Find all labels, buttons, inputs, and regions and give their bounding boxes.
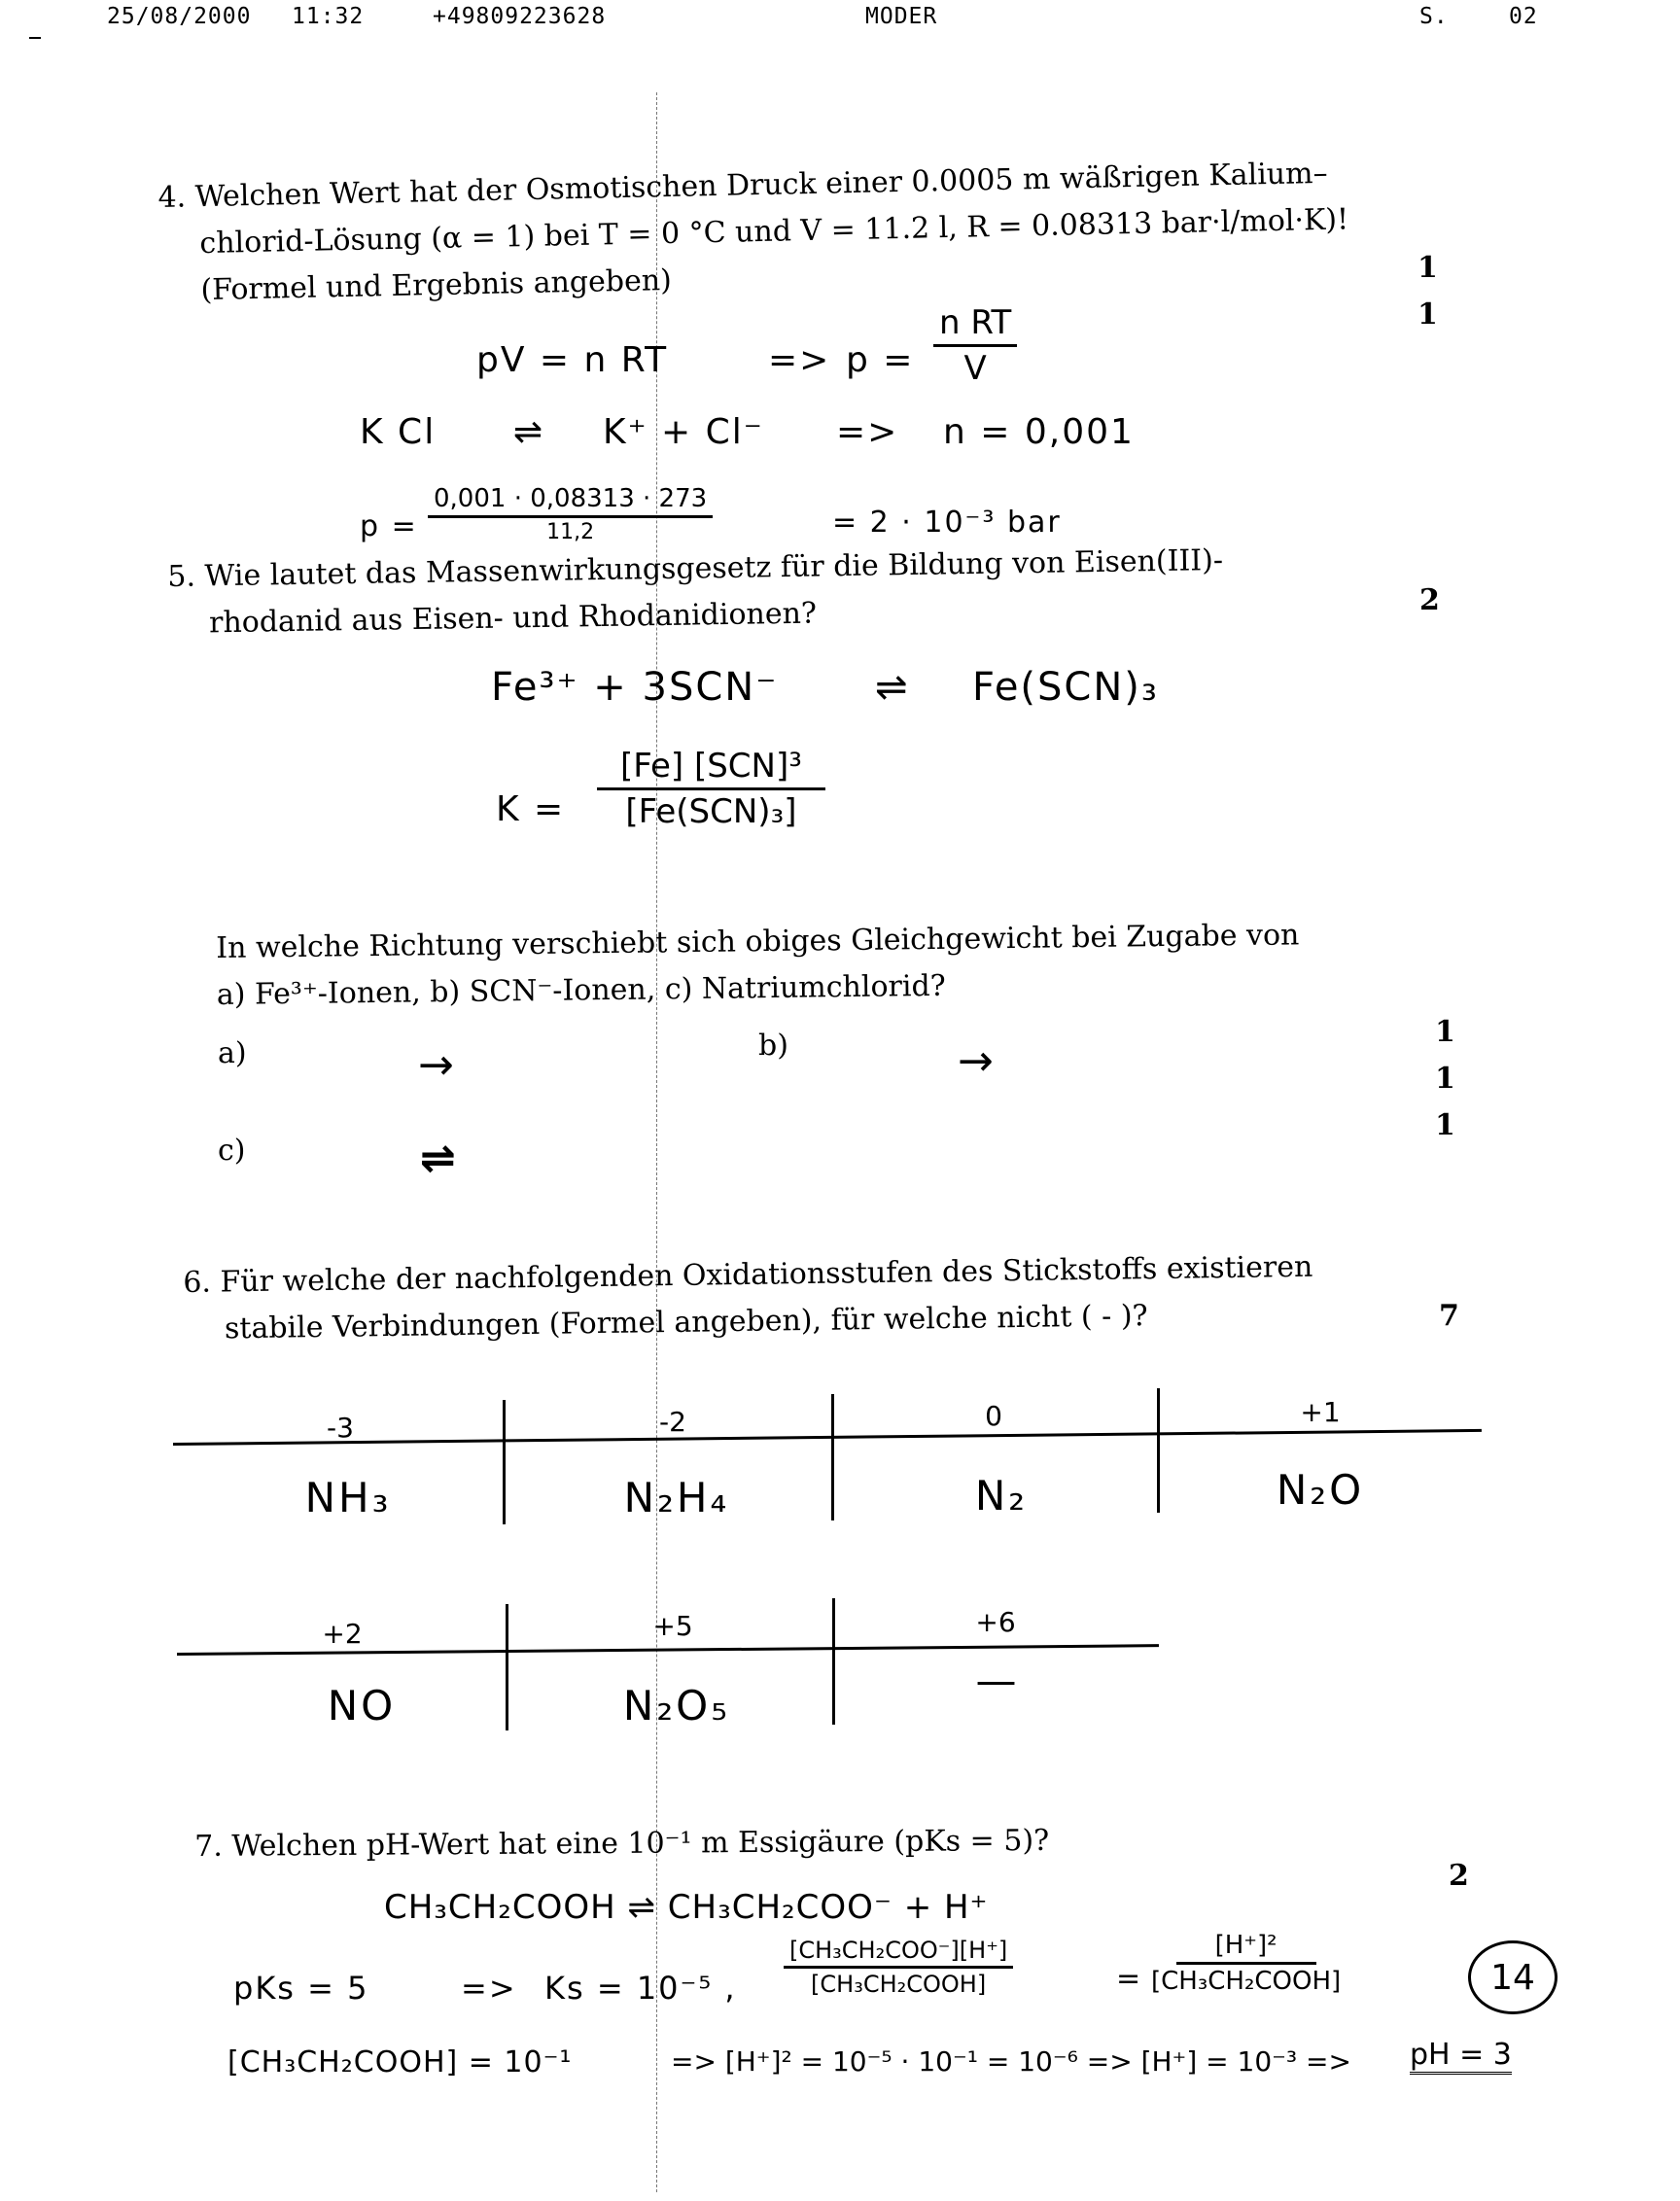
q5-text-line1: Wie lautet das Massenwirkungsgesetz für die Bildung von Eisen(III)- bbox=[204, 542, 1224, 594]
q4-text-line3: (Formel und Ergebnis angeben) bbox=[200, 262, 673, 308]
q5-answer-b-label: b) bbox=[758, 1029, 788, 1063]
nitrogen-compound: N₂H₄ bbox=[623, 1474, 730, 1521]
q5-product: Fe(SCN)₃ bbox=[972, 665, 1159, 710]
q5-sub-points-2: 1 bbox=[1435, 1062, 1455, 1096]
q7-simplified-denominator: [CH₃CH₂COOH] bbox=[1151, 1967, 1342, 1996]
q5-mass-action-law bbox=[597, 747, 825, 831]
fax-page-number: 02 bbox=[1509, 4, 1538, 29]
q4-calc-numerator: 0,001 · 0,08313 · 273 bbox=[428, 484, 713, 518]
nitrogen-compound: NH₃ bbox=[304, 1474, 392, 1521]
q7-ks-expression bbox=[784, 1937, 1013, 1998]
fax-date: 25/08/2000 bbox=[107, 4, 252, 29]
nitrogen-compound: NO bbox=[327, 1682, 397, 1729]
q7-arrow: => bbox=[461, 1970, 517, 2007]
q7-points: 2 bbox=[1449, 1859, 1469, 1893]
total-score-badge: 14 bbox=[1468, 1940, 1558, 2014]
q5-equilibrium-arrow: ⇌ bbox=[875, 665, 910, 710]
q5-sub-text-line1: In welche Richtung verschiebt sich obiges Gleichgewicht bei Zugabe von bbox=[216, 918, 1300, 965]
question-5-sub bbox=[216, 912, 1300, 1019]
q4-points-2: 1 bbox=[1418, 297, 1438, 332]
q6-points: 7 bbox=[1439, 1299, 1459, 1333]
oxidation-state: +5 bbox=[652, 1610, 693, 1642]
q5-sub-text-line2: a) Fe³⁺-Ionen, b) SCN⁻-Ionen, c) Natriumchlorid? bbox=[216, 968, 946, 1012]
question-5 bbox=[167, 538, 1224, 647]
equilibrium-arrow-icon: ⇌ bbox=[420, 1134, 456, 1183]
nitrogen-compound: N₂O bbox=[1276, 1466, 1365, 1514]
table-col-divider bbox=[503, 1400, 506, 1524]
q5-reactants: Fe³⁺ + 3SCN⁻ bbox=[491, 665, 779, 710]
fax-sender: MODER bbox=[865, 4, 938, 29]
q7-simplified-numerator: [H⁺]² bbox=[1176, 1931, 1316, 1965]
q7-simplified-expression bbox=[1151, 1931, 1341, 1996]
q5-number: 5. bbox=[167, 559, 196, 594]
q7-calculation: => [H⁺]² = 10⁻⁵ · 10⁻¹ = 10⁻⁶ => [H⁺] = 10⁻³ => bbox=[671, 2045, 1351, 2078]
q4-n-result: n = 0,001 bbox=[943, 412, 1135, 452]
nitrogen-compound: N₂ bbox=[974, 1472, 1029, 1520]
q5-k-denominator: [Fe(SCN)₃] bbox=[625, 792, 797, 831]
q4-kcl: K Cl bbox=[360, 412, 437, 452]
q4-text-line1: Welchen Wert hat der Osmotischen Druck einer 0.0005 m wäßrigen Kalium– bbox=[194, 156, 1328, 215]
q4-formula-denominator: V bbox=[963, 349, 987, 388]
q4-text-line2: chlorid-Lösung (α = 1) bei T = 0 °C und V = 11.2 l, R = 0.08313 bar·l/mol·K)! bbox=[199, 202, 1349, 262]
oxidation-state: -2 bbox=[659, 1406, 686, 1438]
q6-number: 6. bbox=[183, 1265, 212, 1300]
arrow-right-icon: → bbox=[418, 1040, 454, 1090]
fax-page-label: S. bbox=[1419, 4, 1449, 29]
oxidation-state: 0 bbox=[985, 1400, 1002, 1432]
q5-k-numerator: [Fe] [SCN]³ bbox=[597, 747, 825, 790]
q4-arrow-2: => bbox=[836, 412, 899, 452]
question-4 bbox=[158, 150, 1350, 315]
q7-ks-denominator: [CH₃CH₂COOH] bbox=[811, 1971, 987, 1998]
q7-text: Welchen pH-Wert hat eine 10⁻¹ m Essigäure (pKs = 5)? bbox=[231, 1823, 1050, 1864]
q6-text-line2: stabile Verbindungen (Formel angeben), für welche nicht ( - )? bbox=[224, 1299, 1148, 1346]
q4-calc-denominator: 11,2 bbox=[546, 520, 595, 544]
q6-text-line1: Für welche der nachfolgenden Oxidationsstufen des Stickstoffs existieren bbox=[220, 1249, 1313, 1300]
q5-points: 2 bbox=[1419, 583, 1440, 617]
q7-pks: pKs = 5 bbox=[233, 1970, 369, 2007]
q4-pressure-formula bbox=[933, 303, 1017, 388]
question-7 bbox=[194, 1818, 1049, 1870]
q5-sub-points-3: 1 bbox=[1435, 1108, 1455, 1142]
oxidation-state: -3 bbox=[327, 1412, 354, 1444]
q4-p-label: p = bbox=[846, 340, 915, 380]
q4-points-1: 1 bbox=[1418, 251, 1438, 285]
q7-equals: = bbox=[1116, 1962, 1143, 1996]
question-6 bbox=[183, 1244, 1313, 1353]
q4-ions: K⁺ + Cl⁻ bbox=[603, 412, 764, 452]
oxidation-state: +2 bbox=[322, 1618, 363, 1650]
q4-equilibrium-arrow: ⇌ bbox=[513, 412, 545, 452]
fax-phone: +49809223628 bbox=[433, 4, 607, 29]
q4-number: 4. bbox=[158, 180, 187, 215]
q5-answer-c-label: c) bbox=[218, 1134, 246, 1168]
q7-ph-result: pH = 3 bbox=[1410, 2038, 1512, 2075]
oxidation-state: +6 bbox=[975, 1606, 1016, 1638]
margin-mark bbox=[29, 37, 41, 39]
q7-number: 7. bbox=[194, 1829, 223, 1864]
q7-ks: Ks = 10⁻⁵ , bbox=[544, 1970, 737, 2007]
table-col-divider bbox=[1157, 1388, 1160, 1513]
q4-arrow-1: => bbox=[768, 340, 831, 380]
q5-k-label: K = bbox=[496, 789, 566, 829]
q7-reaction: CH₃CH₂COOH ⇌ CH₃CH₂COO⁻ + H⁺ bbox=[384, 1888, 989, 1927]
arrow-right-icon: → bbox=[958, 1036, 994, 1086]
q5-text-line2: rhodanid aus Eisen- und Rhodanidionen? bbox=[208, 596, 818, 641]
q4-formula-numerator: n RT bbox=[933, 303, 1017, 347]
q7-concentration: [CH₃CH₂COOH] = 10⁻¹ bbox=[228, 2045, 573, 2079]
nitrogen-compound: — bbox=[975, 1657, 1020, 1704]
table-col-divider bbox=[506, 1604, 508, 1730]
table-col-divider bbox=[831, 1394, 834, 1520]
table-col-divider bbox=[832, 1598, 835, 1725]
q4-result: = 2 · 10⁻³ bar bbox=[832, 506, 1062, 540]
nitrogen-compound: N₂O₅ bbox=[622, 1682, 731, 1729]
fold-line bbox=[656, 92, 657, 2192]
fax-time: 11:32 bbox=[292, 4, 365, 29]
q5-answer-a-label: a) bbox=[218, 1036, 247, 1070]
q4-calculation bbox=[428, 484, 713, 544]
q4-p-label-2: p = bbox=[360, 509, 418, 543]
q4-ideal-gas-law: pV = n RT bbox=[476, 340, 669, 380]
q5-sub-points-1: 1 bbox=[1435, 1015, 1455, 1049]
oxidation-state: +1 bbox=[1300, 1396, 1341, 1428]
q7-ks-numerator: [CH₃CH₂COO⁻][H⁺] bbox=[784, 1937, 1013, 1969]
